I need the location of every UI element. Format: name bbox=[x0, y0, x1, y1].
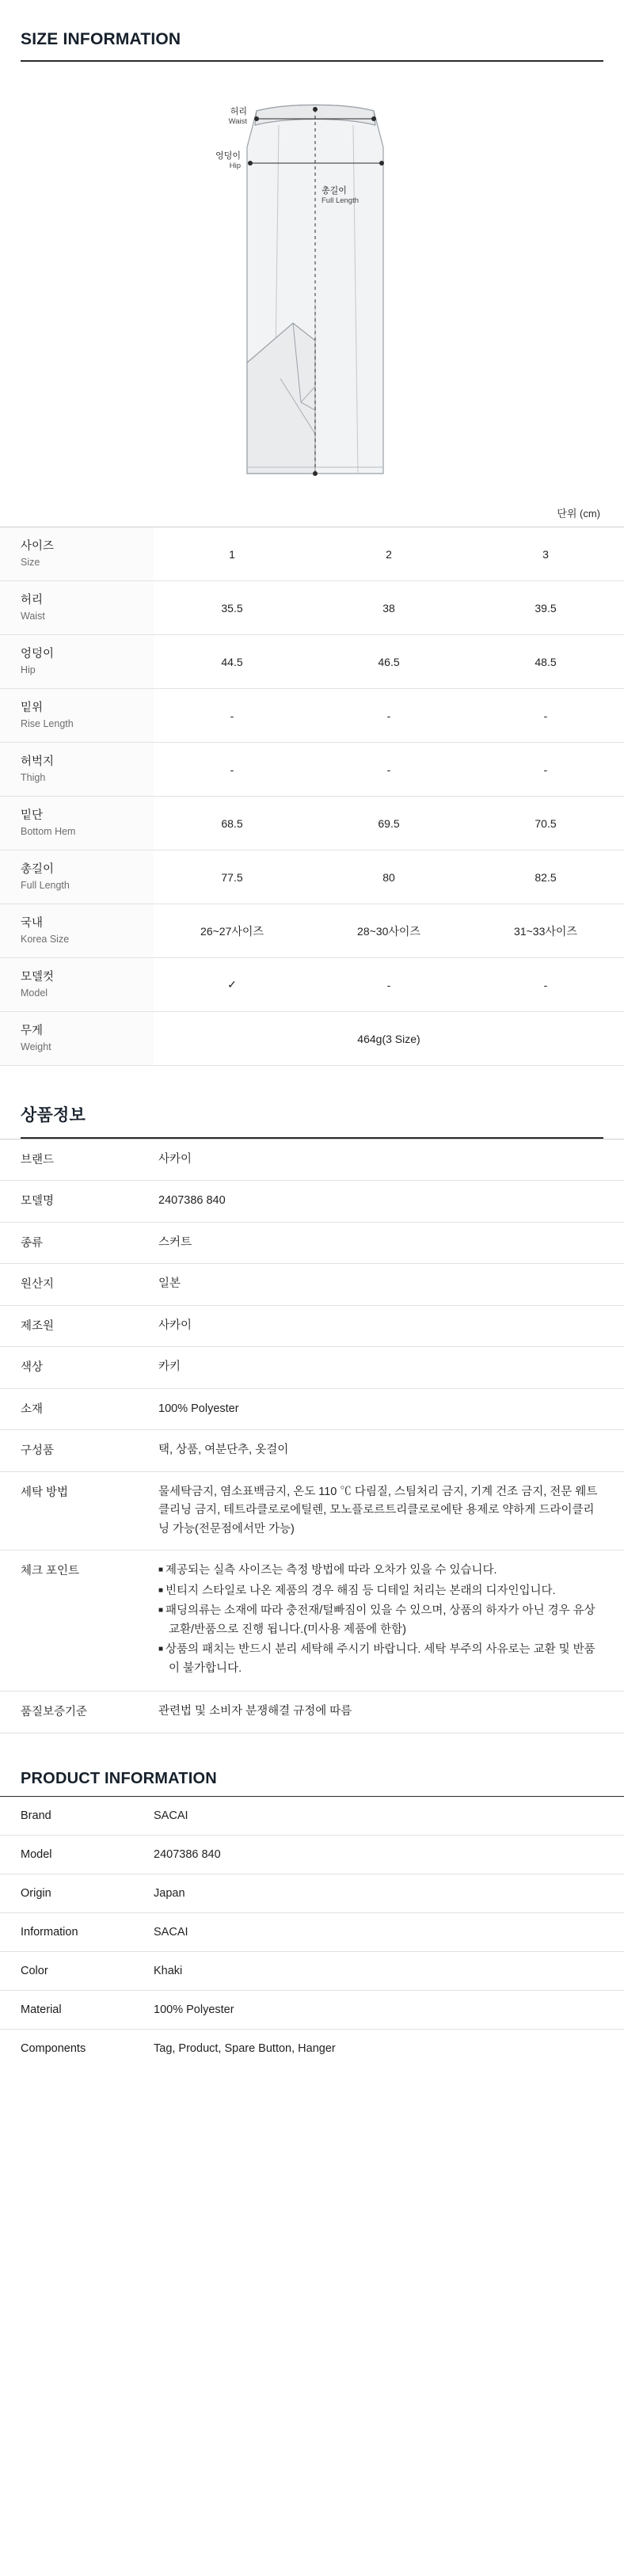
size-col-2: 2 bbox=[310, 527, 467, 581]
product-information-heading: PRODUCT INFORMATION bbox=[21, 1769, 217, 1787]
row-label-size bbox=[0, 527, 154, 581]
size-table bbox=[0, 527, 624, 1066]
table-row bbox=[0, 958, 624, 1012]
pi-label-origin: Origin bbox=[0, 1874, 149, 1912]
diagram-label-waist-ko: 허리 bbox=[230, 107, 247, 116]
row-label-weight: 무게 Weight bbox=[0, 1012, 154, 1066]
table-row bbox=[0, 850, 624, 904]
info-label-type: 종류 bbox=[0, 1222, 154, 1263]
cell-model-3: - bbox=[467, 958, 624, 1012]
check-point-bullet: ■ 상품의 패치는 반드시 분리 세탁해 주시기 바랍니다. 세탁 부주의 사유로는 교환 및 반품이 불가합니다. bbox=[158, 1643, 595, 1675]
table-row bbox=[0, 797, 624, 850]
pi-label-information: Information bbox=[0, 1912, 149, 1951]
cell-thigh-3: - bbox=[467, 743, 624, 797]
pi-value-origin: Japan bbox=[149, 1874, 624, 1912]
table-row bbox=[0, 743, 624, 797]
cell-hem-3: 70.5 bbox=[467, 797, 624, 850]
table-row bbox=[0, 635, 624, 689]
cell-waist-3: 39.5 bbox=[467, 581, 624, 635]
pi-value-material: 100% Polyester bbox=[149, 1990, 624, 2029]
info-row-warranty bbox=[0, 1691, 624, 1733]
cell-length-3: 82.5 bbox=[467, 850, 624, 904]
info-row-origin bbox=[0, 1264, 624, 1305]
info-row-model bbox=[0, 1181, 624, 1222]
info-row-components bbox=[0, 1430, 624, 1471]
info-value-check-point bbox=[154, 1551, 624, 1691]
info-row-brand bbox=[0, 1140, 624, 1181]
info-label-manufacturer: 제조원 bbox=[0, 1305, 154, 1346]
bullet-square-icon: ■ bbox=[158, 1585, 164, 1595]
cell-length-1: 77.5 bbox=[154, 850, 310, 904]
row-label-thigh: 허벅지 Thigh bbox=[0, 743, 154, 797]
check-point-bullet: ■ 패딩의류는 소재에 따라 충전재/털빠짐이 있을 수 있으며, 상품의 하자가 아닌 경우 유상 교환/반품으로 진행 됩니다.(미사용 제품에 한함) bbox=[158, 1604, 595, 1636]
pi-value-brand: SACAI bbox=[149, 1796, 624, 1835]
pi-value-components: Tag, Product, Spare Button, Hanger bbox=[149, 2029, 624, 2068]
cell-rise-3: - bbox=[467, 689, 624, 743]
table-row bbox=[0, 904, 624, 958]
diagram-label-fulllength-en: Full Length bbox=[322, 196, 360, 205]
pi-row-material bbox=[0, 1990, 624, 2029]
check-point-bullet: ■ 빈티지 스타일로 나온 제품의 경우 해짐 등 디테일 처리는 본래의 디자인입니다. bbox=[158, 1584, 556, 1597]
cell-thigh-2: - bbox=[310, 743, 467, 797]
pi-label-model: Model bbox=[0, 1835, 149, 1874]
diagram-label-waist-en: Waist bbox=[228, 117, 247, 126]
info-label-model: 모델명 bbox=[0, 1181, 154, 1222]
info-value-components: 택, 상품, 여분단추, 옷걸이 bbox=[154, 1430, 624, 1471]
product-information-table bbox=[0, 1796, 624, 2068]
cell-weight-value: 464g(3 Size) bbox=[154, 1012, 624, 1066]
row-label-rise: 밑위 Rise Length bbox=[0, 689, 154, 743]
row-label-model: 모델컷 Model bbox=[0, 958, 154, 1012]
pi-row-brand bbox=[0, 1796, 624, 1835]
row-label-en: Size bbox=[21, 556, 40, 568]
cell-thigh-1: - bbox=[154, 743, 310, 797]
skirt-measurement-diagram bbox=[0, 62, 624, 505]
cell-waist-1: 35.5 bbox=[154, 581, 310, 635]
cell-hip-2: 46.5 bbox=[310, 635, 467, 689]
cell-model-1: ✓ bbox=[154, 958, 310, 1012]
info-row-material bbox=[0, 1388, 624, 1429]
info-label-origin: 원산지 bbox=[0, 1264, 154, 1305]
table-row bbox=[0, 689, 624, 743]
row-label-full-length: 총길이 Full Length bbox=[0, 850, 154, 904]
info-label-wash: 세탁 방법 bbox=[0, 1471, 154, 1550]
row-label-ko: 사이즈 bbox=[21, 539, 55, 553]
pi-row-color bbox=[0, 1951, 624, 1990]
info-value-color: 카키 bbox=[154, 1347, 624, 1388]
cell-hip-1: 44.5 bbox=[154, 635, 310, 689]
pi-label-material: Material bbox=[0, 1990, 149, 2029]
info-label-brand: 브랜드 bbox=[0, 1140, 154, 1181]
bullet-square-icon: ■ bbox=[158, 1645, 164, 1654]
info-row-wash bbox=[0, 1471, 624, 1550]
pi-row-model bbox=[0, 1835, 624, 1874]
info-value-brand: 사카이 bbox=[154, 1140, 624, 1181]
cell-hem-1: 68.5 bbox=[154, 797, 310, 850]
info-label-color: 색상 bbox=[0, 1347, 154, 1388]
info-value-type: 스커트 bbox=[154, 1222, 624, 1263]
bullet-square-icon: ■ bbox=[158, 1566, 164, 1575]
unit-note: 단위 (cm) bbox=[557, 508, 600, 519]
info-row-manufacturer bbox=[0, 1305, 624, 1346]
row-label-korea-size: 국내 Korea Size bbox=[0, 904, 154, 958]
size-col-1: 1 bbox=[154, 527, 310, 581]
cell-hip-3: 48.5 bbox=[467, 635, 624, 689]
cell-model-2: - bbox=[310, 958, 467, 1012]
cell-length-2: 80 bbox=[310, 850, 467, 904]
row-label-hip: 엉덩이 Hip bbox=[0, 635, 154, 689]
pi-row-information bbox=[0, 1912, 624, 1951]
pi-label-brand: Brand bbox=[0, 1796, 149, 1835]
info-label-check-point: 체크 포인트 bbox=[0, 1551, 154, 1691]
info-value-manufacturer: 사카이 bbox=[154, 1305, 624, 1346]
pi-row-components bbox=[0, 2029, 624, 2068]
pi-value-information: SACAI bbox=[149, 1912, 624, 1951]
info-label-components: 구성품 bbox=[0, 1430, 154, 1471]
table-row bbox=[0, 581, 624, 635]
row-label-waist: 허리 Waist bbox=[0, 581, 154, 635]
table-row-header bbox=[0, 527, 624, 581]
diagram-label-hip-ko: 엉덩이 bbox=[215, 151, 241, 161]
info-value-origin: 일본 bbox=[154, 1264, 624, 1305]
info-row-type bbox=[0, 1222, 624, 1263]
table-row-weight bbox=[0, 1012, 624, 1066]
info-label-material: 소재 bbox=[0, 1388, 154, 1429]
pi-label-color: Color bbox=[0, 1951, 149, 1990]
info-value-warranty: 관련법 및 소비자 분쟁해결 규정에 따름 bbox=[154, 1691, 624, 1733]
cell-korea-1: 26~27사이즈 bbox=[154, 904, 310, 958]
diagram-label-fulllength-ko: 총길이 bbox=[322, 186, 347, 196]
cell-waist-2: 38 bbox=[310, 581, 467, 635]
cell-korea-3: 31~33사이즈 bbox=[467, 904, 624, 958]
cell-rise-1: - bbox=[154, 689, 310, 743]
product-info-table bbox=[0, 1139, 624, 1733]
pi-row-origin bbox=[0, 1874, 624, 1912]
info-label-warranty: 품질보증기준 bbox=[0, 1691, 154, 1733]
info-value-model: 2407386 840 bbox=[154, 1181, 624, 1222]
check-point-bullet: ■ 제공되는 실측 사이즈는 측정 방법에 따라 오차가 있을 수 있습니다. bbox=[158, 1564, 497, 1577]
bullet-square-icon: ■ bbox=[158, 1606, 164, 1615]
diagram-label-hip-en: Hip bbox=[229, 162, 241, 170]
pi-value-model: 2407386 840 bbox=[149, 1835, 624, 1874]
cell-korea-2: 28~30사이즈 bbox=[310, 904, 467, 958]
cell-hem-2: 69.5 bbox=[310, 797, 467, 850]
cell-rise-2: - bbox=[310, 689, 467, 743]
product-info-heading: 상품정보 bbox=[21, 1106, 86, 1124]
info-value-material: 100% Polyester bbox=[154, 1388, 624, 1429]
pi-label-components: Components bbox=[0, 2029, 149, 2068]
size-col-3: 3 bbox=[467, 527, 624, 581]
pi-value-color: Khaki bbox=[149, 1951, 624, 1990]
info-row-check-point bbox=[0, 1551, 624, 1691]
row-label-bottom-hem: 밑단 Bottom Hem bbox=[0, 797, 154, 850]
info-value-wash: 물세탁금지, 염소표백금지, 온도 110 ℃ 다림질, 스팀처리 금지, 기계 건조 금지, 전문 웨트클리닝 금지, 테트라클로로에틸렌, 모노플로르트리클로로에탄 용제로 약하게 드라이클리닝 가능(전문점에서만 가능) bbox=[154, 1471, 624, 1550]
size-information-heading: SIZE INFORMATION bbox=[21, 30, 181, 48]
info-row-color bbox=[0, 1347, 624, 1388]
